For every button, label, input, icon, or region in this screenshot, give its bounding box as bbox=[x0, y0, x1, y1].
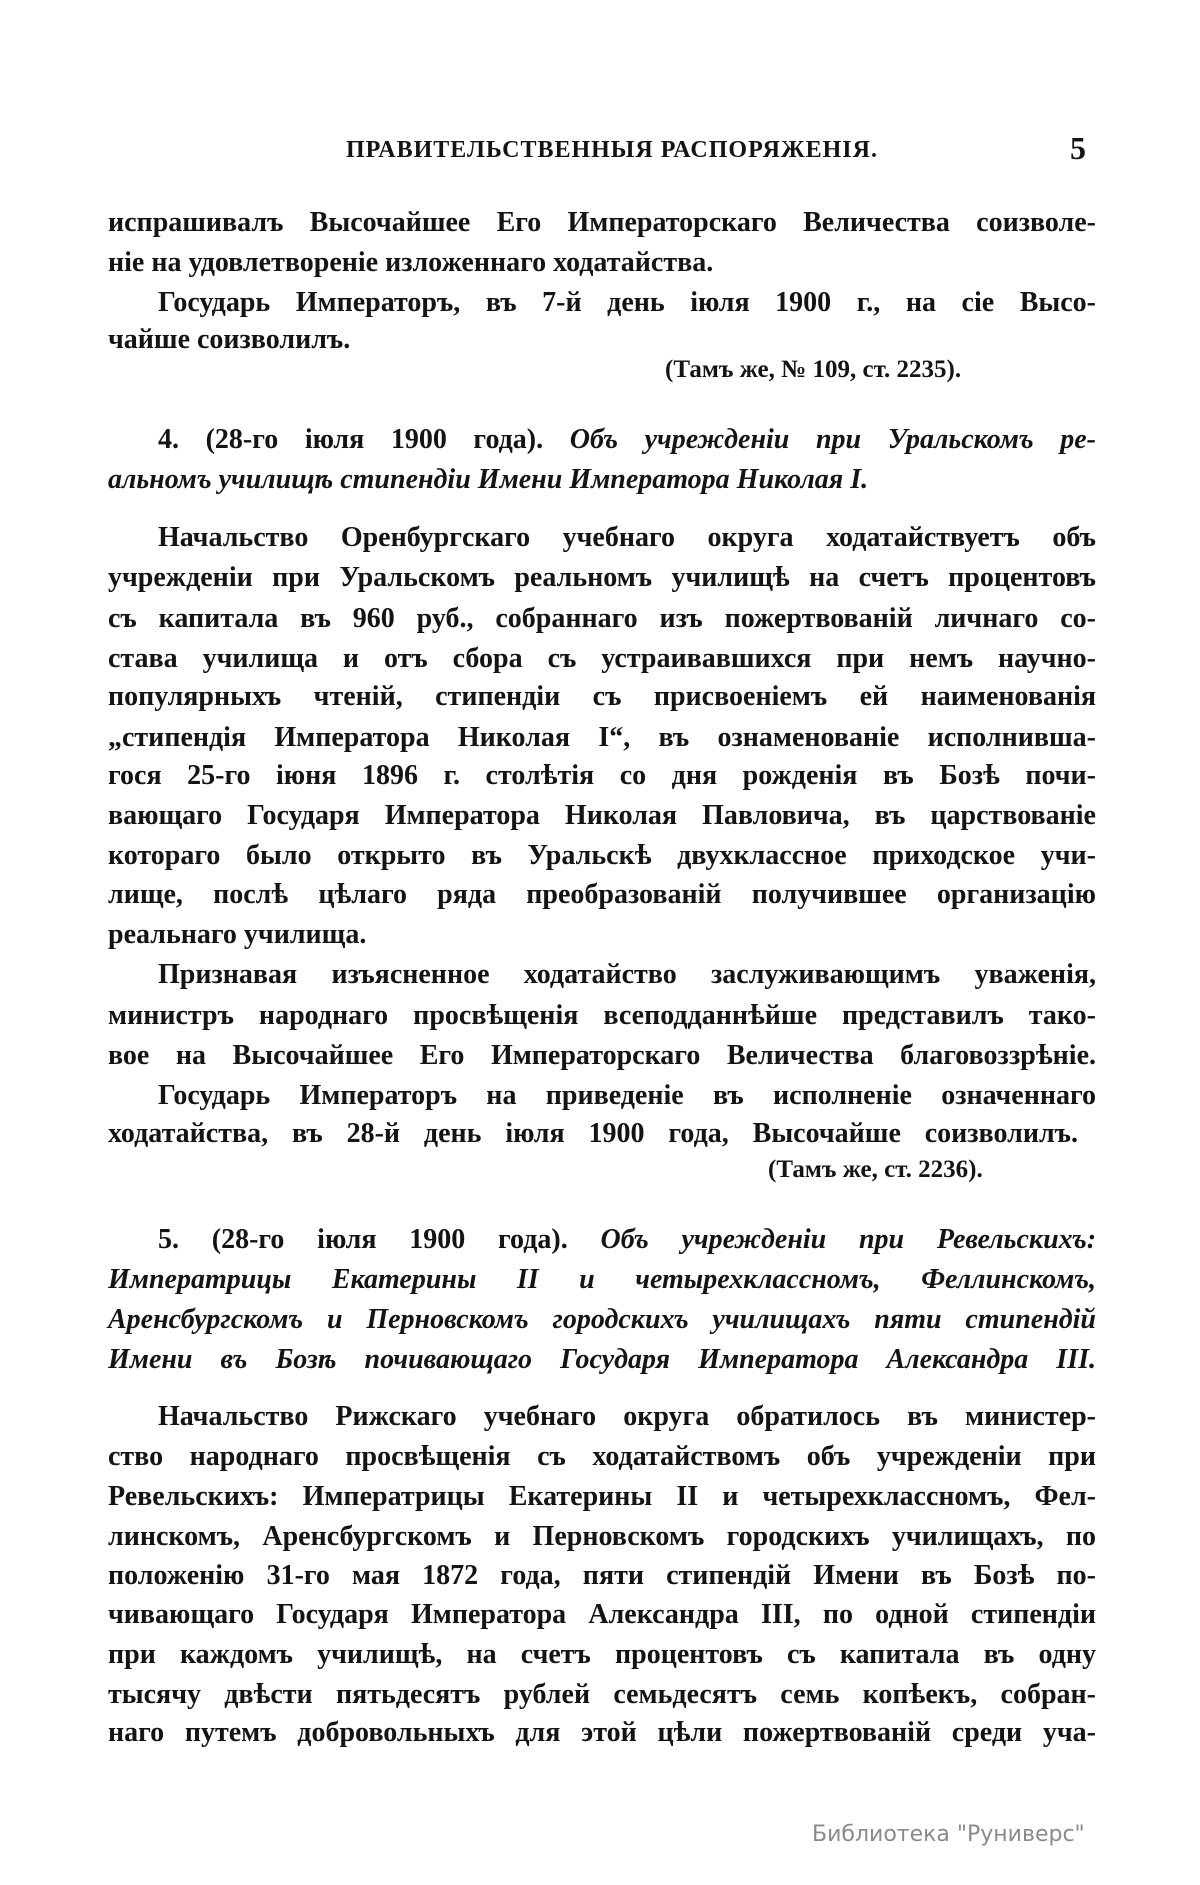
text-line: чайше соизволилъ. bbox=[108, 324, 351, 355]
source-reference: (Тамъ же, № 109, ст. 2235). bbox=[665, 356, 962, 383]
text-line: гося 25-го іюня 1896 г. столѣтія со дня рожденія въ Бозѣ почи- bbox=[108, 760, 1096, 791]
section-5-heading: Имени въ Бозѣ почивающаго Государя Императора Александра III. bbox=[108, 1344, 1096, 1375]
text-line: Начальство Рижскаго учебнаго округа обратилось въ министер- bbox=[158, 1401, 1096, 1432]
text-line: Признавая изъясненное ходатайство заслуживающимъ уваженія, bbox=[158, 959, 1096, 990]
text-line: ніе на удовлетвореніе изложеннаго ходатайства. bbox=[108, 247, 714, 278]
library-watermark: Библиотека "Руниверс" bbox=[812, 1822, 1085, 1847]
text-line: учрежденіи при Уральскомъ реальномъ училищѣ на счетъ процентовъ bbox=[108, 562, 1096, 593]
text-line: Ревельскихъ: Императрицы Екатерины II и четырехклассномъ, Фел- bbox=[108, 1481, 1096, 1512]
text-line: Государь Императоръ на приведеніе въ исполненіе означеннаго bbox=[158, 1080, 1096, 1111]
text-line: при каждомъ училищѣ, на счетъ процентовъ съ капитала въ одну bbox=[108, 1639, 1096, 1670]
text-line: ство народнаго просвѣщенія съ ходатайствомъ объ учрежденіи при bbox=[108, 1441, 1096, 1472]
text-line: вое на Высочайшее Его Императорскаго Величества благовоззрѣніе. bbox=[108, 1040, 1096, 1071]
text-line: министръ народнаго просвѣщенія всеподданнѣйше представилъ тако- bbox=[108, 1000, 1096, 1031]
section-4-heading: альномъ училищѣ стипендіи Имени Императора Николая I. bbox=[108, 464, 869, 495]
text-line: „стипендія Императора Николая I“, въ ознаменованіе исполнивша- bbox=[108, 722, 1096, 753]
text-line: ходатайства, въ 28-й день іюля 1900 года, Высочайше соизволилъ. bbox=[108, 1118, 1078, 1149]
text-line: реальнаго училища. bbox=[108, 919, 367, 950]
section-5-heading: Аренсбургскомъ и Перновскомъ городскихъ училищахъ пяти стипендій bbox=[108, 1304, 1096, 1335]
text-line: става училища и отъ сбора съ устраивавшихся при немъ научно- bbox=[108, 643, 1096, 674]
text-line: наго путемъ добровольныхъ для этой цѣли пожертвованій среди уча- bbox=[108, 1717, 1096, 1748]
source-reference: (Тамъ же, ст. 2236). bbox=[768, 1156, 983, 1183]
text-line: испрашивалъ Высочайшее Его Императорскаго Величества соизволе- bbox=[108, 207, 1096, 238]
text-line: положенію 31-го мая 1872 года, пяти стипендій Имени въ Бозѣ по- bbox=[108, 1560, 1096, 1591]
section-5-heading: 5. (28-го іюля 1900 года). Объ учрежденіи при Ревельскихъ: bbox=[158, 1224, 1097, 1255]
page-number: 5 bbox=[1070, 130, 1086, 166]
text-line: лище, послѣ цѣлаго ряда преобразованій получившее организацію bbox=[108, 879, 1096, 910]
running-title: ПРАВИТЕЛЬСТВЕННЫЯ РАСПОРЯЖЕНІЯ. bbox=[346, 137, 878, 163]
text-line: Государь Императоръ, въ 7-й день іюля 1900 г., на сіе Высо- bbox=[158, 287, 1096, 318]
text-line: популярныхъ чтеній, стипендіи съ присвоеніемъ ей наименованія bbox=[108, 681, 1096, 712]
text-line: линскомъ, Аренсбургскомъ и Перновскомъ городскихъ училищахъ, по bbox=[108, 1521, 1096, 1552]
text-line: чивающаго Государя Императора Александра III, по одной стипендіи bbox=[108, 1599, 1096, 1630]
text-line: съ капитала въ 960 руб., собраннаго изъ пожертвованій личнаго со- bbox=[108, 603, 1096, 634]
text-line: котораго было открыто въ Уральскѣ двухклассное приходское учи- bbox=[108, 840, 1096, 871]
section-5-heading: Императрицы Екатерины II и четырехклассномъ, Феллинскомъ, bbox=[108, 1264, 1096, 1295]
section-4-heading: 4. (28-го іюля 1900 года). Объ учрежденіи при Уральскомъ ре- bbox=[158, 424, 1097, 455]
text-line: Начальство Оренбургскаго учебнаго округа ходатайствуетъ объ bbox=[158, 522, 1096, 553]
text-line: вающаго Государя Императора Николая Павловича, въ царствованіе bbox=[108, 800, 1096, 831]
text-line: тысячу двѣсти пятьдесятъ рублей семьдесятъ семь копѣекъ, собран- bbox=[108, 1679, 1096, 1710]
